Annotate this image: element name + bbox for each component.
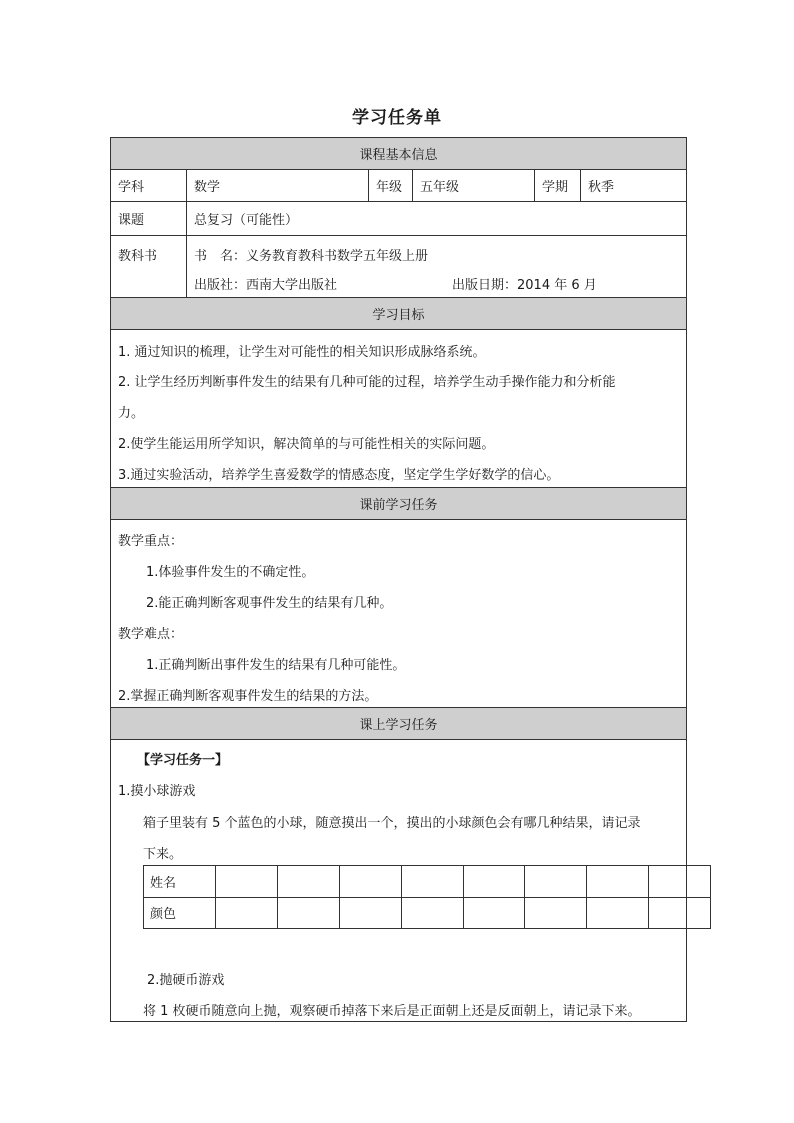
blank-entry-cell[interactable] xyxy=(339,866,401,898)
term-value: 秋季 xyxy=(588,180,615,195)
section-header-basic-info: 课程基本信息 xyxy=(111,138,686,170)
blank-entry-cell[interactable] xyxy=(277,897,339,929)
table-row xyxy=(144,897,711,929)
difficulty-label: 教学难点： xyxy=(118,627,184,642)
game-one-title: 1.摸小球游戏 xyxy=(118,784,196,799)
textbook-label: 教科书 xyxy=(111,236,187,297)
info-row-topic xyxy=(111,202,686,236)
goal-item: 2. 让学生经历判断事件发生的结果有几种可能的过程，培养学生动手操作能力和分析能 xyxy=(118,375,616,390)
goal-item: 3.通过实验活动，培养学生喜爱数学的情感态度，坚定学生学好数学的信心。 xyxy=(118,468,560,483)
table-row-label: 姓名 xyxy=(144,866,216,898)
blank-entry-cell[interactable] xyxy=(339,897,401,929)
info-row-subject xyxy=(111,170,686,202)
game-two-title: 2.抛硬币游戏 xyxy=(147,973,225,988)
key-points-label: 教学重点： xyxy=(118,534,184,549)
goal-item: 力。 xyxy=(118,406,145,421)
task-sheet-table xyxy=(110,137,687,1022)
key-point-item: 2.能正确判断客观事件发生的结果有几种。 xyxy=(146,596,393,611)
difficulty-item: 1.正确判断出事件发生的结果有几种可能性。 xyxy=(146,658,406,673)
blank-entry-cell[interactable] xyxy=(525,897,587,929)
blank-entry-cell[interactable] xyxy=(401,897,463,929)
goal-item: 1. 通过知识的梳理，让学生对可能性的相关知识形成脉络系统。 xyxy=(118,345,486,360)
blank-entry-cell[interactable] xyxy=(216,866,278,898)
grade-label: 年级 xyxy=(369,170,413,201)
blank-entry-cell[interactable] xyxy=(463,897,525,929)
game-one-description: 箱子里装有 5 个蓝色的小球，随意摸出一个，摸出的小球颜色会有哪几种结果，请记录 xyxy=(143,816,641,831)
blank-entry-cell[interactable] xyxy=(587,897,649,929)
section-header-pre-class: 课前学习任务 xyxy=(111,488,686,520)
blank-entry-cell[interactable] xyxy=(277,866,339,898)
blank-entry-cell[interactable] xyxy=(525,866,587,898)
record-table xyxy=(143,865,711,929)
section-header-goals: 学习目标 xyxy=(111,298,686,330)
goal-item: 2.使学生能运用所学知识，解决简单的与可能性相关的实际问题。 xyxy=(118,437,495,452)
blank-entry-cell[interactable] xyxy=(649,866,711,898)
blank-entry-cell[interactable] xyxy=(401,866,463,898)
publication-date: 出版日期：2014 年 6 月 xyxy=(452,278,597,293)
game-two-description: 将 1 枚硬币随意向上抛，观察硬币掉落下来后是正面朝上还是反面朝上，请记录下来。 xyxy=(143,1004,641,1019)
section-header-in-class: 课上学习任务 xyxy=(111,708,686,740)
blank-entry-cell[interactable] xyxy=(649,897,711,929)
difficulty-item: 2.掌握正确判断客观事件发生的结果的方法。 xyxy=(118,689,378,704)
term-label: 学期 xyxy=(535,170,581,201)
topic-label: 课题 xyxy=(111,202,187,235)
table-row-label: 颜色 xyxy=(144,897,216,929)
pre-class-body xyxy=(111,520,686,708)
game-one-description: 下来。 xyxy=(143,847,183,862)
info-row-textbook xyxy=(111,236,686,298)
book-name: 书 名：义务教育教科书数学五年级上册 xyxy=(194,249,429,264)
topic-value: 总复习（可能性） xyxy=(194,213,299,228)
document-title: 学习任务单 xyxy=(352,108,442,128)
subject-label: 学科 xyxy=(111,170,187,201)
blank-entry-cell[interactable] xyxy=(463,866,525,898)
blank-entry-cell[interactable] xyxy=(216,897,278,929)
publisher: 出版社：西南大学出版社 xyxy=(194,278,338,293)
subject-value: 数学 xyxy=(187,170,369,201)
blank-entry-cell[interactable] xyxy=(587,866,649,898)
grade-value: 五年级 xyxy=(413,170,535,201)
goals-body xyxy=(111,330,686,488)
task-one-title: 【学习任务一】 xyxy=(137,753,229,768)
key-point-item: 1.体验事件发生的不确定性。 xyxy=(146,565,315,580)
table-row xyxy=(144,866,711,898)
